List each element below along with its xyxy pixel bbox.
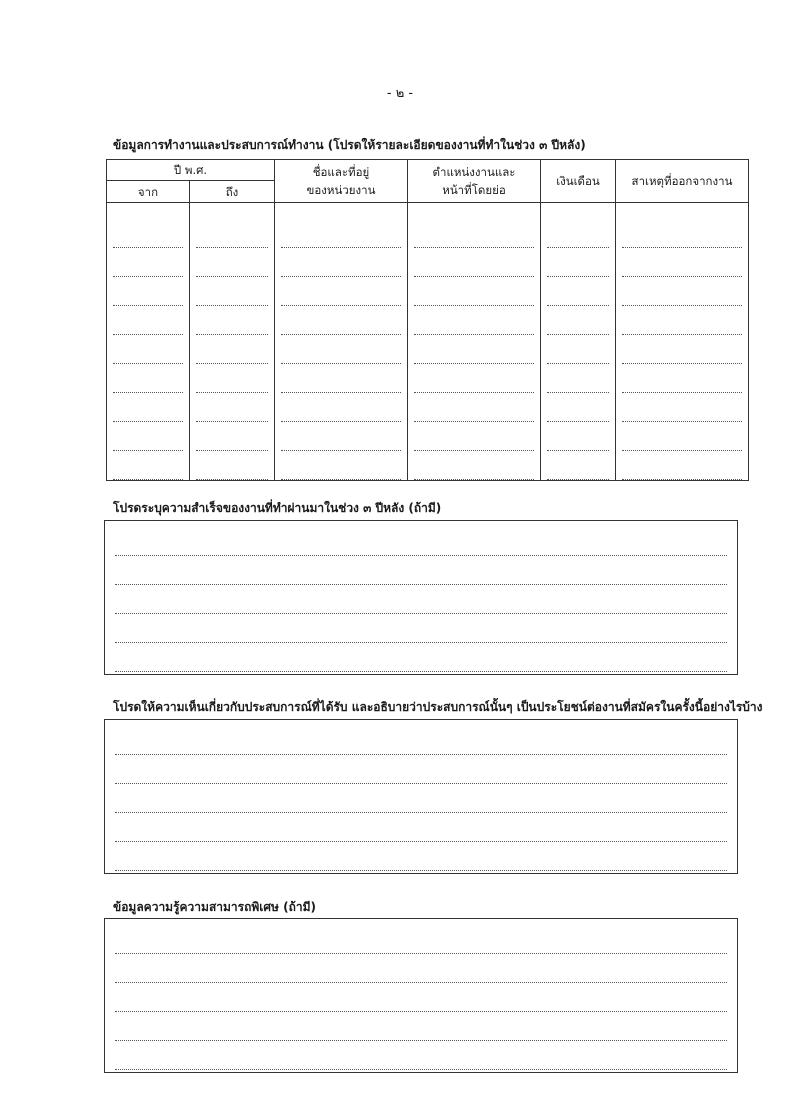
blank-answer-line[interactable] [115,585,727,614]
blank-answer-line[interactable] [115,529,727,556]
blank-entry-line[interactable] [281,422,401,451]
blank-entry-line[interactable] [113,451,183,480]
blank-entry-line[interactable] [113,248,183,277]
work-history-table [106,159,749,481]
experience-box[interactable] [104,719,738,874]
position-header [408,160,541,203]
blank-entry-line[interactable] [622,219,742,248]
blank-entry-line[interactable] [196,393,268,422]
reason-lines [616,203,748,480]
to-year-column[interactable] [190,203,275,481]
blank-entry-line[interactable] [281,335,401,364]
salary-column[interactable] [541,203,616,481]
blank-entry-line[interactable] [113,393,183,422]
blank-answer-line[interactable] [115,983,727,1012]
blank-entry-line[interactable] [113,422,183,451]
blank-entry-line[interactable] [196,451,268,480]
blank-entry-line[interactable] [196,306,268,335]
to-year-header: ถึง [190,181,275,203]
from-year-column[interactable] [107,203,190,481]
work-section-title: ข้อมูลการทำงานและประสบการณ์ทำงาน (โปรดให้รายละเอียดของงานที่ทำในช่วง ๓ ปีหลัง) [113,138,586,152]
blank-entry-line[interactable] [547,277,609,306]
blank-entry-line[interactable] [622,277,742,306]
blank-entry-line[interactable] [196,335,268,364]
skills-box[interactable] [104,918,738,1073]
blank-entry-line[interactable] [281,248,401,277]
blank-answer-line[interactable] [115,755,727,784]
blank-entry-line[interactable] [414,219,534,248]
blank-entry-line[interactable] [622,364,742,393]
blank-entry-line[interactable] [281,277,401,306]
blank-entry-line[interactable] [622,248,742,277]
blank-answer-line[interactable] [115,842,727,871]
blank-entry-line[interactable] [113,219,183,248]
position-header-line1: ตำแหน่งงานและ [432,165,516,179]
blank-entry-line[interactable] [196,364,268,393]
blank-entry-line[interactable] [196,277,268,306]
blank-entry-line[interactable] [622,422,742,451]
achievement-box[interactable] [104,520,738,675]
blank-entry-line[interactable] [414,335,534,364]
blank-answer-line[interactable] [115,954,727,983]
salary-lines [541,203,615,480]
position-header-line2: หน้าที่โดยย่อ [442,183,506,197]
blank-entry-line[interactable] [113,277,183,306]
blank-entry-line[interactable] [414,306,534,335]
blank-entry-line[interactable] [414,393,534,422]
blank-entry-line[interactable] [414,451,534,480]
blank-entry-line[interactable] [281,364,401,393]
employer-header-line1: ชื่อและที่อยู่ [312,165,370,179]
blank-entry-line[interactable] [547,364,609,393]
blank-answer-line[interactable] [115,784,727,813]
reason-header: สาเหตุที่ออกจากงาน [616,160,749,203]
from-year-header: จาก [107,181,190,203]
blank-entry-line[interactable] [281,306,401,335]
employer-header-line2: ของหน่วยงาน [306,183,376,197]
blank-entry-line[interactable] [281,451,401,480]
blank-entry-line[interactable] [547,219,609,248]
blank-answer-line[interactable] [115,728,727,755]
blank-entry-line[interactable] [547,422,609,451]
blank-entry-line[interactable] [113,335,183,364]
blank-entry-line[interactable] [414,422,534,451]
blank-entry-line[interactable] [281,393,401,422]
blank-entry-line[interactable] [622,335,742,364]
blank-answer-line[interactable] [115,614,727,643]
blank-entry-line[interactable] [113,364,183,393]
employer-lines [275,203,407,480]
blank-entry-line[interactable] [196,219,268,248]
reason-column[interactable] [616,203,749,481]
blank-entry-line[interactable] [622,306,742,335]
achievement-section-title: โปรดระบุความสำเร็จของงานที่ทำผ่านมาในช่วง ๓ ปีหลัง (ถ้ามี) [113,501,442,515]
salary-header: เงินเดือน [541,160,616,203]
blank-answer-line[interactable] [115,813,727,842]
experience-section-title: โปรดให้ความเห็นเกี่ยวกับประสบการณ์ที่ได้รับ และอธิบายว่าประสบการณ์นั้นๆ เป็นประโยชน์ต่องานที่สมัครในครั้งนี้อย่างไรบ้าง [113,700,763,714]
year-header: ปี พ.ศ. [107,160,275,181]
blank-entry-line[interactable] [414,248,534,277]
blank-entry-line[interactable] [281,219,401,248]
blank-answer-line[interactable] [115,1012,727,1041]
blank-entry-line[interactable] [547,451,609,480]
blank-entry-line[interactable] [547,248,609,277]
blank-entry-line[interactable] [622,451,742,480]
to-year-lines [190,203,274,480]
blank-entry-line[interactable] [196,422,268,451]
blank-answer-line[interactable] [115,643,727,672]
blank-answer-line[interactable] [115,1041,727,1070]
employer-header [275,160,408,203]
position-lines [408,203,540,480]
blank-entry-line[interactable] [196,248,268,277]
position-column[interactable] [408,203,541,481]
from-year-lines [107,203,189,480]
blank-entry-line[interactable] [547,306,609,335]
blank-entry-line[interactable] [547,335,609,364]
blank-entry-line[interactable] [547,393,609,422]
blank-entry-line[interactable] [622,393,742,422]
blank-entry-line[interactable] [414,364,534,393]
blank-answer-line[interactable] [115,556,727,585]
employer-column[interactable] [275,203,408,481]
blank-entry-line[interactable] [414,277,534,306]
blank-entry-line[interactable] [113,306,183,335]
page-number: - ๒ - [386,86,414,101]
skills-section-title: ข้อมูลความรู้ความสามารถพิเศษ (ถ้ามี) [113,900,316,914]
blank-answer-line[interactable] [115,927,727,954]
